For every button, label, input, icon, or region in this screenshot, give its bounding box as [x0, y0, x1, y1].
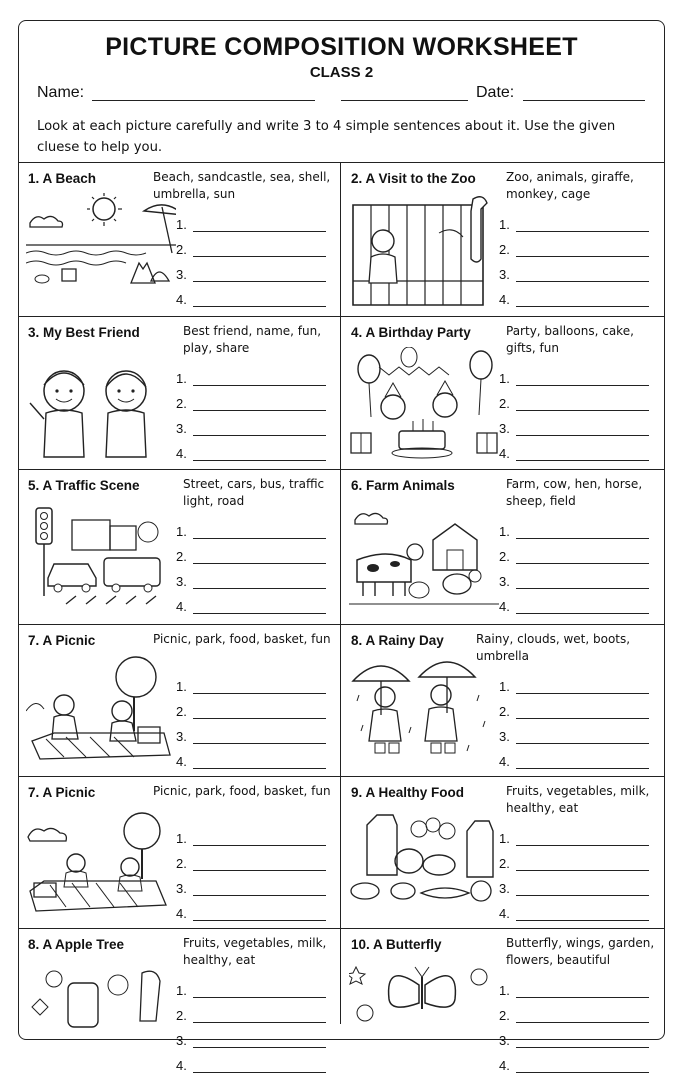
answer-number: 1. — [176, 217, 187, 232]
answer-line[interactable] — [176, 599, 336, 623]
answer-line[interactable] — [176, 524, 336, 548]
answer-line[interactable] — [499, 679, 659, 703]
panel — [341, 317, 663, 470]
answer-blank[interactable] — [193, 256, 326, 257]
panel — [341, 777, 663, 930]
answer-line[interactable] — [499, 242, 659, 266]
zoo-cage-icon — [349, 193, 499, 311]
answer-blank[interactable] — [193, 693, 326, 694]
answer-number: 3. — [176, 881, 187, 896]
rainy-day-icon — [349, 655, 499, 773]
answer-blank[interactable] — [193, 231, 326, 232]
answer-blank[interactable] — [193, 743, 326, 744]
answer-blank[interactable] — [193, 895, 326, 896]
answer-number: 1. — [499, 217, 510, 232]
beach-scene-icon — [26, 193, 176, 311]
answer-number: 1. — [499, 371, 510, 386]
answer-blank[interactable] — [516, 845, 649, 846]
answer-line[interactable] — [176, 421, 336, 445]
answer-blank[interactable] — [193, 563, 326, 564]
answer-number: 2. — [176, 549, 187, 564]
answer-number: 2. — [499, 396, 510, 411]
panel — [341, 470, 663, 623]
answer-blank[interactable] — [516, 613, 649, 614]
answer-blank[interactable] — [516, 718, 649, 719]
answer-blank[interactable] — [193, 538, 326, 539]
answer-blank[interactable] — [516, 920, 649, 921]
two-friends-icon — [26, 347, 176, 465]
answer-blank[interactable] — [193, 588, 326, 589]
date-label: Date: — [476, 84, 515, 101]
answer-blank[interactable] — [516, 306, 649, 307]
panel-clues: Farm, cow, hen, horse, sheep, field — [506, 477, 643, 508]
panel-clues: Beach, sandcastle, sea, shell, umbrella, sun — [153, 170, 331, 201]
picnic-basket-icon — [26, 807, 176, 925]
answer-number: 4. — [176, 446, 187, 461]
answer-blank[interactable] — [193, 1047, 326, 1048]
panel-title: 10. A Butterfly — [351, 937, 442, 952]
answer-line[interactable] — [499, 983, 659, 1007]
birthday-party-icon — [349, 347, 499, 465]
panel-clues: Party, balloons, cake, gifts, fun — [506, 324, 634, 355]
answer-blank[interactable] — [516, 1047, 649, 1048]
panel-title: 1. A Beach — [28, 171, 97, 186]
answer-blank[interactable] — [516, 588, 649, 589]
panel — [18, 163, 340, 316]
panel-clues: Fruits, vegetables, milk, healthy, eat — [506, 784, 650, 815]
answer-blank[interactable] — [516, 743, 649, 744]
answer-line[interactable] — [499, 1008, 659, 1032]
answer-number: 1. — [176, 679, 187, 694]
answer-number: 1. — [176, 371, 187, 386]
answer-line[interactable] — [499, 831, 659, 855]
answer-line[interactable] — [176, 679, 336, 703]
answer-number: 4. — [176, 906, 187, 921]
answer-line[interactable] — [499, 1033, 659, 1057]
answer-blank[interactable] — [193, 870, 326, 871]
name-label: Name: — [37, 84, 85, 101]
panel-clues: Street, cars, bus, traffic light, road — [183, 477, 325, 508]
answer-line[interactable] — [176, 754, 336, 778]
answer-number: 2. — [499, 856, 510, 871]
answer-line[interactable] — [176, 906, 336, 930]
instructions-text: Look at each picture carefully and write 3 to 4 simple sentences about it. Use the given cluese to help you. — [37, 119, 616, 155]
answer-number: 3. — [176, 421, 187, 436]
answer-line[interactable] — [176, 267, 336, 291]
panel — [18, 777, 340, 930]
answer-blank[interactable] — [516, 538, 649, 539]
panel — [18, 929, 340, 1082]
answer-number: 1. — [176, 983, 187, 998]
answer-number: 2. — [176, 704, 187, 719]
answer-number: 1. — [499, 831, 510, 846]
answer-line[interactable] — [499, 599, 659, 623]
answer-line[interactable] — [176, 396, 336, 420]
answer-line[interactable] — [176, 1058, 336, 1082]
answer-number: 3. — [176, 267, 187, 282]
answer-blank[interactable] — [193, 845, 326, 846]
answer-blank[interactable] — [516, 410, 649, 411]
answer-blank[interactable] — [516, 385, 649, 386]
answer-blank[interactable] — [516, 997, 649, 998]
answer-blank[interactable] — [193, 613, 326, 614]
answer-line[interactable] — [176, 983, 336, 1007]
picnic-scene-icon — [26, 655, 176, 773]
answer-number: 3. — [499, 729, 510, 744]
panel-clues: Butterfly, wings, garden, flowers, beautiful — [506, 936, 655, 967]
answer-blank[interactable] — [193, 768, 326, 769]
answer-line[interactable] — [176, 371, 336, 395]
answer-number: 4. — [499, 292, 510, 307]
answer-blank[interactable] — [193, 385, 326, 386]
answer-number: 3. — [499, 421, 510, 436]
panel — [18, 470, 340, 623]
answer-number: 2. — [176, 856, 187, 871]
answer-blank[interactable] — [516, 256, 649, 257]
panel-clues: Picnic, park, food, basket, fun — [153, 632, 331, 646]
answer-line[interactable] — [176, 1033, 336, 1057]
answer-blank[interactable] — [516, 460, 649, 461]
answer-line[interactable] — [176, 704, 336, 728]
answer-number: 4. — [499, 1058, 510, 1073]
answer-line[interactable] — [176, 446, 336, 470]
answer-number: 3. — [176, 574, 187, 589]
panel-clues: Best friend, name, fun, play, share — [183, 324, 322, 355]
answer-number: 2. — [176, 242, 187, 257]
panel-title: 4. A Birthday Party — [351, 325, 471, 340]
answer-number: 2. — [499, 704, 510, 719]
panel — [341, 625, 663, 778]
answer-number: 4. — [499, 599, 510, 614]
panel — [341, 929, 663, 1082]
answer-blank[interactable] — [516, 1022, 649, 1023]
answer-line[interactable] — [176, 292, 336, 316]
answer-number: 3. — [499, 881, 510, 896]
answer-line[interactable] — [176, 574, 336, 598]
worksheet-title: PICTURE COMPOSITION WORKSHEET — [105, 33, 578, 61]
answer-line[interactable] — [499, 574, 659, 598]
panel-clues: Rainy, clouds, wet, boots, umbrella — [476, 632, 631, 663]
panel-title: 8. A Rainy Day — [351, 633, 444, 648]
answer-blank[interactable] — [516, 768, 649, 769]
answer-number: 1. — [499, 524, 510, 539]
answer-line[interactable] — [499, 549, 659, 573]
answer-number: 2. — [176, 396, 187, 411]
answer-blank[interactable] — [516, 281, 649, 282]
answer-line[interactable] — [176, 549, 336, 573]
traffic-scene-icon — [26, 500, 176, 618]
answer-line[interactable] — [176, 729, 336, 753]
healthy-food-icon — [349, 807, 499, 925]
answer-line[interactable] — [499, 446, 659, 470]
answer-line[interactable] — [499, 856, 659, 880]
name-field[interactable] — [92, 100, 315, 101]
answer-number: 1. — [499, 679, 510, 694]
answer-line[interactable] — [499, 292, 659, 316]
answer-line[interactable] — [176, 1008, 336, 1032]
answer-line[interactable] — [499, 421, 659, 445]
answer-line[interactable] — [176, 881, 336, 905]
answer-number: 4. — [176, 292, 187, 307]
answer-number: 2. — [176, 1008, 187, 1023]
panel — [341, 163, 663, 316]
panel-title: 7. A Picnic — [28, 785, 96, 800]
answer-blank[interactable] — [516, 895, 649, 896]
answer-line[interactable] — [499, 267, 659, 291]
answer-number: 3. — [176, 729, 187, 744]
panel-title: 8. A Apple Tree — [28, 937, 125, 952]
answer-blank[interactable] — [516, 1072, 649, 1073]
answer-number: 4. — [499, 906, 510, 921]
answer-blank[interactable] — [193, 1072, 326, 1073]
answer-line[interactable] — [499, 1058, 659, 1082]
panel-title: 7. A Picnic — [28, 633, 96, 648]
panel-clues: Picnic, park, food, basket, fun — [153, 784, 331, 798]
answer-number: 3. — [176, 1033, 187, 1048]
answer-number: 4. — [499, 446, 510, 461]
panel-clues: Zoo, animals, giraffe, monkey, cage — [506, 170, 634, 201]
answer-blank[interactable] — [193, 435, 326, 436]
answer-number: 2. — [499, 549, 510, 564]
extra-blank-field[interactable] — [341, 100, 468, 101]
class-label: CLASS 2 — [309, 64, 374, 81]
answer-number: 2. — [499, 1008, 510, 1023]
answer-blank[interactable] — [193, 1022, 326, 1023]
panel-clues: Fruits, vegetables, milk, healthy, eat — [183, 936, 327, 967]
answer-line[interactable] — [499, 396, 659, 420]
answer-blank[interactable] — [516, 693, 649, 694]
answer-line[interactable] — [499, 704, 659, 728]
panel-title: 9. A Healthy Food — [351, 785, 465, 800]
answer-number: 4. — [499, 754, 510, 769]
answer-number: 4. — [176, 754, 187, 769]
answer-number: 1. — [176, 831, 187, 846]
answer-line[interactable] — [499, 881, 659, 905]
answer-line[interactable] — [176, 242, 336, 266]
answer-blank[interactable] — [193, 718, 326, 719]
answer-blank[interactable] — [516, 231, 649, 232]
apple-tree-icon — [26, 959, 176, 1077]
panel-title: 3. My Best Friend — [28, 325, 140, 340]
answer-number: 1. — [499, 983, 510, 998]
answer-number: 2. — [499, 242, 510, 257]
answer-blank[interactable] — [193, 281, 326, 282]
farm-animals-icon — [349, 500, 499, 618]
answer-blank[interactable] — [193, 460, 326, 461]
answer-line[interactable] — [176, 856, 336, 880]
panel-title: 6. Farm Animals — [351, 478, 455, 493]
answer-blank[interactable] — [193, 920, 326, 921]
answer-blank[interactable] — [516, 563, 649, 564]
answer-number: 3. — [499, 267, 510, 282]
panel-title: 5. A Traffic Scene — [28, 478, 140, 493]
answer-line[interactable] — [499, 371, 659, 395]
panel — [18, 317, 340, 470]
answer-line[interactable] — [499, 524, 659, 548]
panel-title: 2. A Visit to the Zoo — [351, 171, 476, 186]
answer-line[interactable] — [499, 729, 659, 753]
answer-line[interactable] — [176, 217, 336, 241]
answer-line[interactable] — [176, 831, 336, 855]
answer-number: 3. — [499, 1033, 510, 1048]
answer-line[interactable] — [499, 906, 659, 930]
answer-number: 4. — [176, 1058, 187, 1073]
answer-blank[interactable] — [193, 997, 326, 998]
answer-line[interactable] — [499, 754, 659, 778]
butterfly-garden-icon — [349, 959, 499, 1077]
answer-number: 4. — [176, 599, 187, 614]
answer-blank[interactable] — [193, 306, 326, 307]
date-field[interactable] — [523, 100, 645, 101]
panel — [18, 625, 340, 778]
answer-line[interactable] — [499, 217, 659, 241]
answer-number: 1. — [176, 524, 187, 539]
answer-blank[interactable] — [516, 870, 649, 871]
answer-blank[interactable] — [193, 410, 326, 411]
answer-blank[interactable] — [516, 435, 649, 436]
answer-number: 3. — [499, 574, 510, 589]
